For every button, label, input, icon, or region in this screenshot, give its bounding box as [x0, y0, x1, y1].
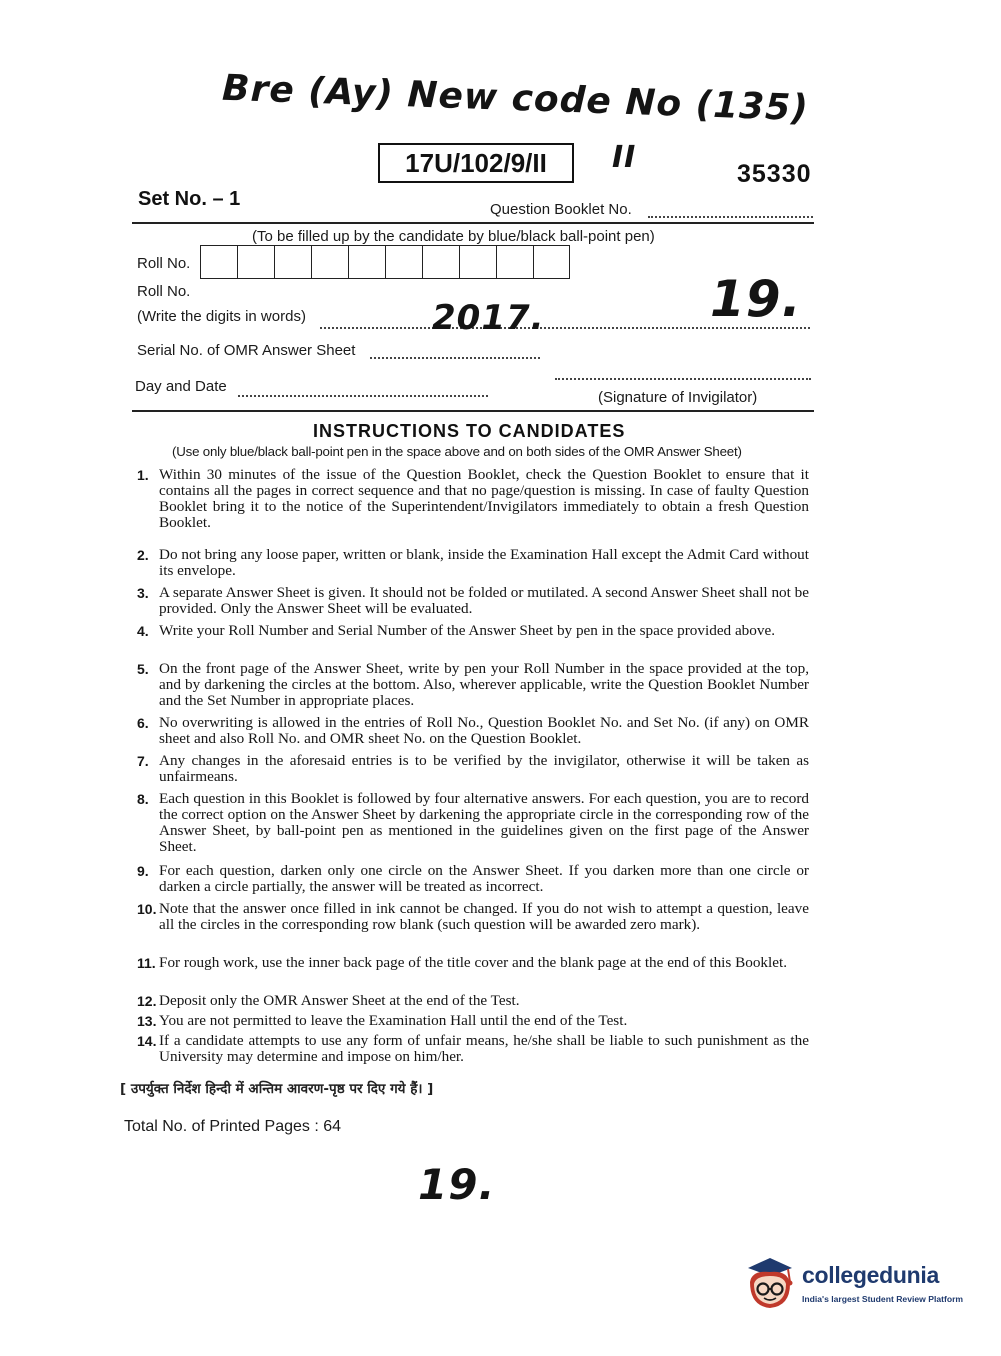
- brand-name: collegedunia: [802, 1262, 939, 1288]
- instruction-item: 12. Deposit only the OMR Answer Sheet at the end of the Test.: [137, 992, 520, 1009]
- instruction-item: 8. Each question in this Booklet is followed by four alternative answers. For each question, you are to record the correct option on the Answer Sheet by darkening the appropriate circle in the corresponding row of the Answer Sheet, by ball-point pen as mentioned in the guidelines given on the first page of the Answer Sheet.: [137, 790, 809, 855]
- roll-no-box: [274, 245, 311, 279]
- instruction-item: 2. Do not bring any loose paper, written or blank, inside the Examination Hall except the Admit Card without its envelope.: [137, 546, 809, 579]
- invigilator-label: (Signature of Invigilator): [598, 389, 758, 406]
- instruction-item: 4. Write your Roll Number and Serial Number of the Answer Sheet by pen in the space provided above.: [137, 622, 776, 639]
- instruction-item: 1. Within 30 minutes of the issue of the Question Booklet, check the Question Booklet to ensure that it contains all the pages in correct sequence and that no page/question is missing. In case of faulty Question Booklet bring it to the notice of the Superintendent/Invigilators immediately to obtain a fresh Question Booklet.: [137, 466, 809, 531]
- serial-number: 35330: [737, 160, 812, 188]
- roll-no-box: [422, 245, 459, 279]
- set-number: Set No. – 1: [138, 188, 241, 210]
- handwritten-roman-two: II: [612, 140, 637, 175]
- roll-no-box: [385, 245, 422, 279]
- invigilator-signature-field: [555, 378, 811, 380]
- brand-tagline: India's largest Student Review Platform: [802, 1294, 964, 1304]
- handwritten-roll-words: 2017.: [432, 298, 545, 338]
- roll-no-box: [237, 245, 274, 279]
- mascot-icon: [742, 1254, 798, 1312]
- fill-note: (To be filled up by the candidate by blue/black ball-point pen): [252, 228, 655, 245]
- roll-no-label: Roll No.: [137, 255, 191, 272]
- printed-pages: Total No. of Printed Pages : 64: [124, 1118, 342, 1135]
- collegedunia-logo: [742, 1254, 972, 1314]
- instructions-title: INSTRUCTIONS TO CANDIDATES: [313, 421, 626, 441]
- omr-serial-field: [370, 357, 540, 359]
- day-date-label: Day and Date: [135, 378, 227, 395]
- instruction-item: 13. You are not permitted to leave the Examination Hall until the end of the Test.: [137, 1012, 628, 1029]
- instruction-item: 9. For each question, darken only one circle on the Answer Sheet. If you darken more than one circle or darken a circle partially, the answer will be treated as incorrect.: [137, 862, 809, 895]
- omr-serial-label: Serial No. of OMR Answer Sheet: [137, 342, 356, 359]
- instruction-item: 11. For rough work, use the inner back page of the title cover and the blank page at the end of this Booklet.: [137, 954, 787, 971]
- top-rule: [132, 222, 814, 224]
- roll-no-box: [459, 245, 496, 279]
- paper-code-box: 17U/102/9/II: [378, 143, 574, 183]
- instruction-item: 3. A separate Answer Sheet is given. It should not be folded or mutilated. A second Answer Sheet shall not be provided. Only the Answer Sheet will be evaluated.: [137, 584, 809, 617]
- roll-no-box: [496, 245, 533, 279]
- day-date-field: [238, 395, 488, 397]
- roll-no-box: [200, 245, 237, 279]
- roll-no-box: [348, 245, 385, 279]
- roll-words-instruction: (Write the digits in words): [137, 308, 306, 325]
- roll-no-words-label: Roll No.: [137, 283, 191, 300]
- question-booklet-label: Question Booklet No.: [490, 201, 632, 218]
- instruction-item: 10. Note that the answer once filled in ink cannot be changed. If you do not wish to attempt a question, leave all the circles in the corresponding row blank (such question will be awarded zero mark).: [137, 900, 809, 933]
- instruction-item: 5. On the front page of the Answer Sheet, write by pen your Roll Number in the space provided at the top, and by darkening the circles at the bottom. Also, wherever applicable, write the Question Booklet Number and the Set Number in appropriate places.: [137, 660, 809, 709]
- instruction-list: [137, 467, 809, 1071]
- roll-no-boxes: [200, 245, 570, 279]
- form-bottom-rule: [132, 410, 814, 412]
- handwritten-big-number: 19.: [710, 270, 802, 328]
- roll-no-box: [311, 245, 348, 279]
- instruction-item: 7. Any changes in the aforesaid entries is to be verified by the invigilator, otherwise it will be taken as unfairmeans.: [137, 752, 809, 785]
- hindi-note: [ उपर्युक्त निर्देश हिन्दी में अन्तिम आवरण-पृष्ठ पर दिए गये हैं। ]: [120, 1081, 434, 1097]
- handwritten-bottom-number: 19.: [418, 1160, 496, 1209]
- instructions-subtitle: (Use only blue/black ball-point pen in the space above and on both sides of the OMR Answer Sheet): [172, 444, 742, 459]
- roll-no-box: [533, 245, 570, 279]
- instruction-item: 14. If a candidate attempts to use any form of unfair means, he/she shall be liable to such punishment as the University may determine and impose on him/her.: [137, 1032, 809, 1065]
- handwritten-top-note: Bre (Ay) New code No (135): [221, 67, 810, 130]
- question-booklet-field: [648, 216, 813, 218]
- instruction-item: 6. No overwriting is allowed in the entries of Roll No., Question Booklet No. and Set No. (if any) on OMR sheet and also Roll No. and OMR sheet No. on the Question Booklet.: [137, 714, 809, 747]
